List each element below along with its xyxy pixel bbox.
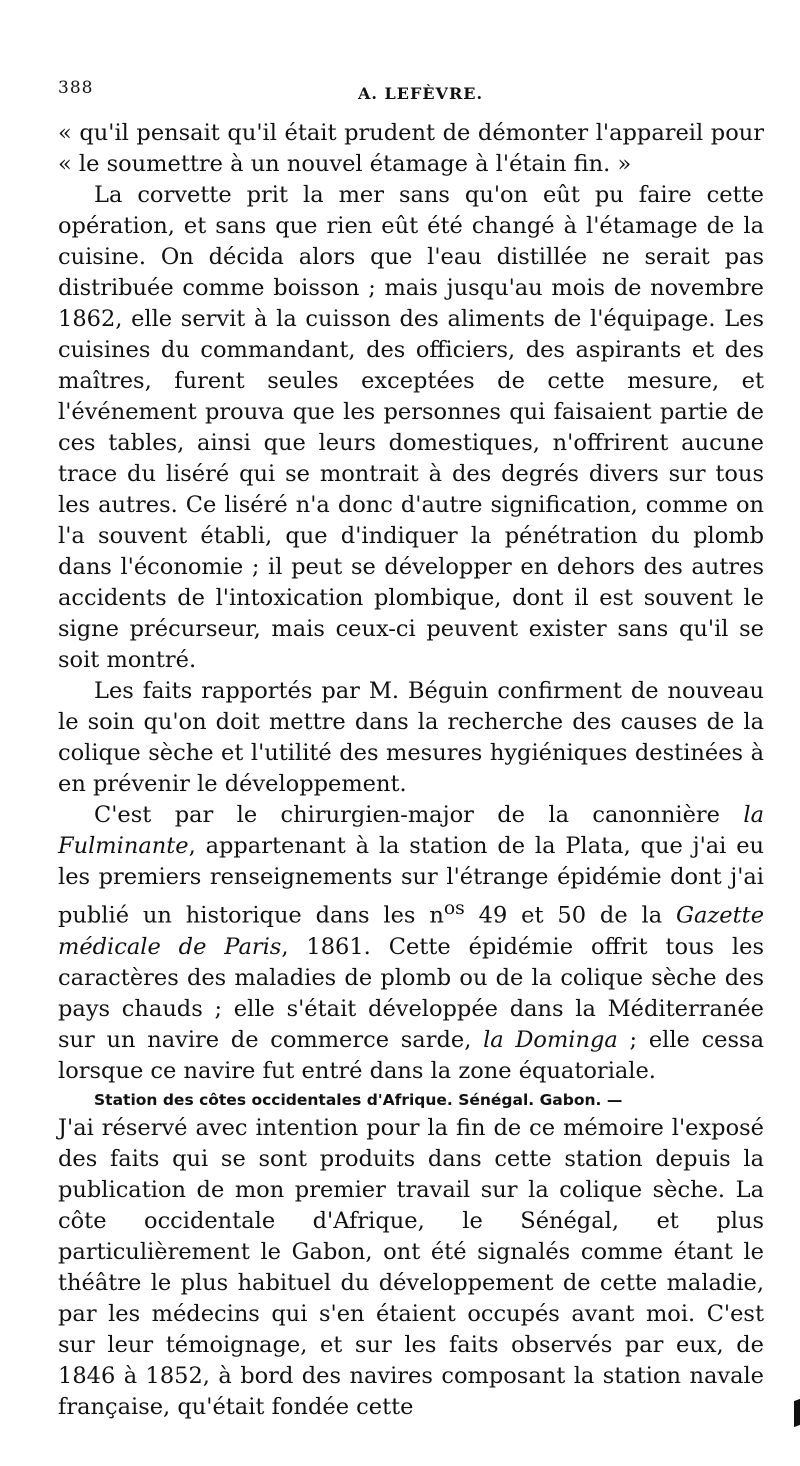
text-run: C'est par le chirurgien-major de la canonnière: [94, 802, 744, 828]
paragraph-beguin: Les faits rapportés par M. Béguin confirment de nouveau le soin qu'on doit mettre dans la recherche des causes de la colique sèche et l'utilité des mesures hygiéniques destinées à en prévenir le développement.: [58, 678, 764, 797]
gazette-title: Gazette médicale de Paris: [58, 902, 765, 960]
text-run: , appartenant à la station de la Plata, que j'ai eu les premiers renseignements sur l'étrange épidémie dont j'ai publié un historique dans les n: [58, 833, 764, 929]
numero-superscript: os: [443, 898, 465, 919]
running-head: A. LEFÈVRE.: [358, 84, 484, 103]
paragraph-fulminante: [58, 800, 764, 1087]
page-edge-mark: [794, 1399, 800, 1427]
ship-name-fulminante: la Fulminante: [58, 802, 764, 859]
paragraph-corvette: La corvette prit la mer sans qu'on eût pu faire cette opération, et sans que rien eût été changé à l'étamage de la cuisine. On décida alors que l'eau distillée ne serait pas distribuée comme boisson ; mais jusqu'au mois de novembre 1862, elle servit à la cuisson des aliments de l'équipage. Les cuisines du commandant, des officiers, des aspirants et des maîtres, furent seules exceptées de cette mesure, et l'événement prouva que les personnes qui faisaient partie de ces tables, ainsi que leurs domestiques, n'offrirent aucune trace du liséré qui se montrait à des degrés divers sur tous les autres. Ce liséré n'a donc d'autre signification, comme on l'a souvent établi, que d'indiquer la pénétration du plomb dans l'économie ; il peut se développer en dehors des autres accidents de l'intoxication plombique, dont il est souvent le signe précurseur, mais ceux-ci peuvent exister sans qu'il se soit montré.: [58, 182, 764, 673]
page-number: 388: [58, 78, 94, 98]
paragraph-quote-end: « qu'il pensait qu'il était prudent de démonter l'appareil pour « le soumettre à un nouvel étamage à l'étain fin. »: [58, 120, 764, 177]
text-run: ; elle cessa lorsque ce navire fut entré dans la zone équatoriale.: [58, 1026, 764, 1084]
section-heading: Station des côtes occidentales d'Afrique. Sénégal. Gabon. —: [94, 1090, 623, 1109]
page-header: [58, 78, 758, 104]
body-text: [58, 118, 764, 1423]
ship-name-dominga: la Dominga: [483, 1026, 618, 1053]
text-run: 49 et 50 de la: [464, 902, 677, 929]
text-run: , 1861. Cette épidémie offrit tous les caractères des maladies de plomb ou de la colique sèche des pays chauds ; elle s'était développée dans la Méditerranée sur un navire de commerce sarde,: [58, 933, 764, 1053]
paragraph-station: J'ai réservé avec intention pour la fin de ce mémoire l'exposé des faits qui se sont produits dans cette station depuis la publication de mon premier travail sur la colique sèche. La côte occidentale d'Afrique, le Sénégal, et plus particulièrement le Gabon, ont été signalés comme étant le théâtre le plus habituel du développement de cette maladie, par les médecins qui s'en étaient occupés avant moi. C'est sur leur témoignage, et sur les faits observés par eux, de 1846 à 1852, à bord des navires composant la station navale française, qu'était fondée cette: [58, 1114, 764, 1420]
